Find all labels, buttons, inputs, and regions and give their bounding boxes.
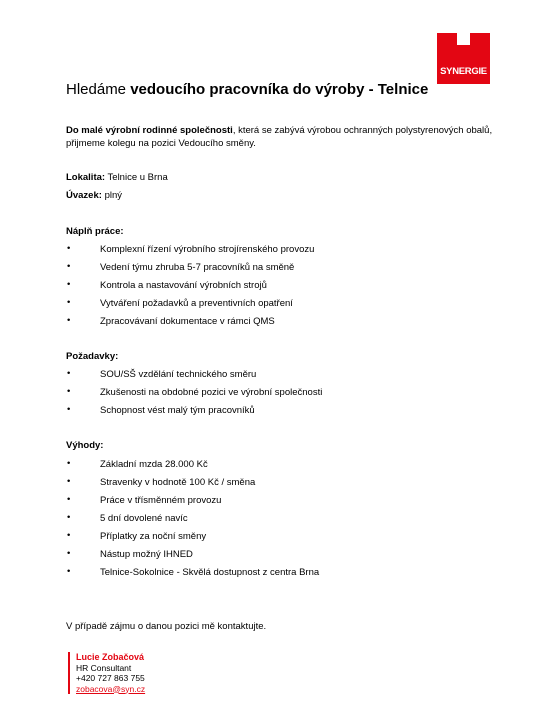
bullet: • — [67, 566, 71, 577]
page-title — [66, 81, 428, 98]
intro-text: , která se zabývá výrobou ochranných polystyrenových obalů, přijmeme kolegu na pozici Vedoucího směny. — [66, 125, 493, 149]
bullet: • — [67, 530, 71, 541]
bullet: • — [67, 494, 71, 505]
bullet: • — [67, 368, 71, 379]
bullet: • — [67, 279, 71, 290]
synergie-logo — [437, 33, 490, 84]
bullet: • — [67, 476, 71, 487]
contact-name: Lucie Zobačová — [76, 652, 145, 662]
workload-value: plný — [104, 190, 122, 201]
bullet: • — [67, 458, 71, 469]
contact-email-link[interactable]: zobacova@syn.cz — [76, 683, 146, 694]
closing-text: V případě zájmu o danou pozici mě kontaktujte. — [66, 621, 267, 632]
contact-phone: +420 727 863 755 — [76, 673, 145, 683]
bullet: • — [67, 512, 71, 523]
bullet: • — [67, 261, 71, 272]
bullet: • — [67, 548, 71, 559]
title-position: vedoucího pracovníka do výroby - Telnice — [130, 81, 429, 98]
bullet: • — [67, 243, 71, 254]
bullet: • — [67, 297, 71, 308]
requirements-heading: Požadavky: — [66, 351, 119, 362]
intro-paragraph — [66, 124, 506, 150]
location-value: Telnice u Brna — [107, 172, 168, 183]
bullet: • — [67, 386, 71, 397]
bullet: • — [67, 404, 71, 415]
bullet: • — [67, 315, 71, 326]
benefits-heading: Výhody: — [66, 440, 104, 451]
workload-label: Úvazek: — [66, 190, 102, 201]
logo-notch — [457, 33, 470, 45]
workload-field — [66, 190, 122, 201]
contact-block — [68, 652, 145, 694]
intro-bold: Do malé výrobní rodinné společnosti — [66, 125, 233, 136]
duties-heading: Náplň práce: — [66, 226, 124, 237]
logo-text: SYNERGIE — [440, 66, 487, 77]
title-prefix: Hledáme — [66, 81, 127, 98]
contact-role: HR Consultant — [76, 662, 132, 673]
location-field — [66, 172, 168, 183]
location-label: Lokalita: — [66, 172, 106, 183]
